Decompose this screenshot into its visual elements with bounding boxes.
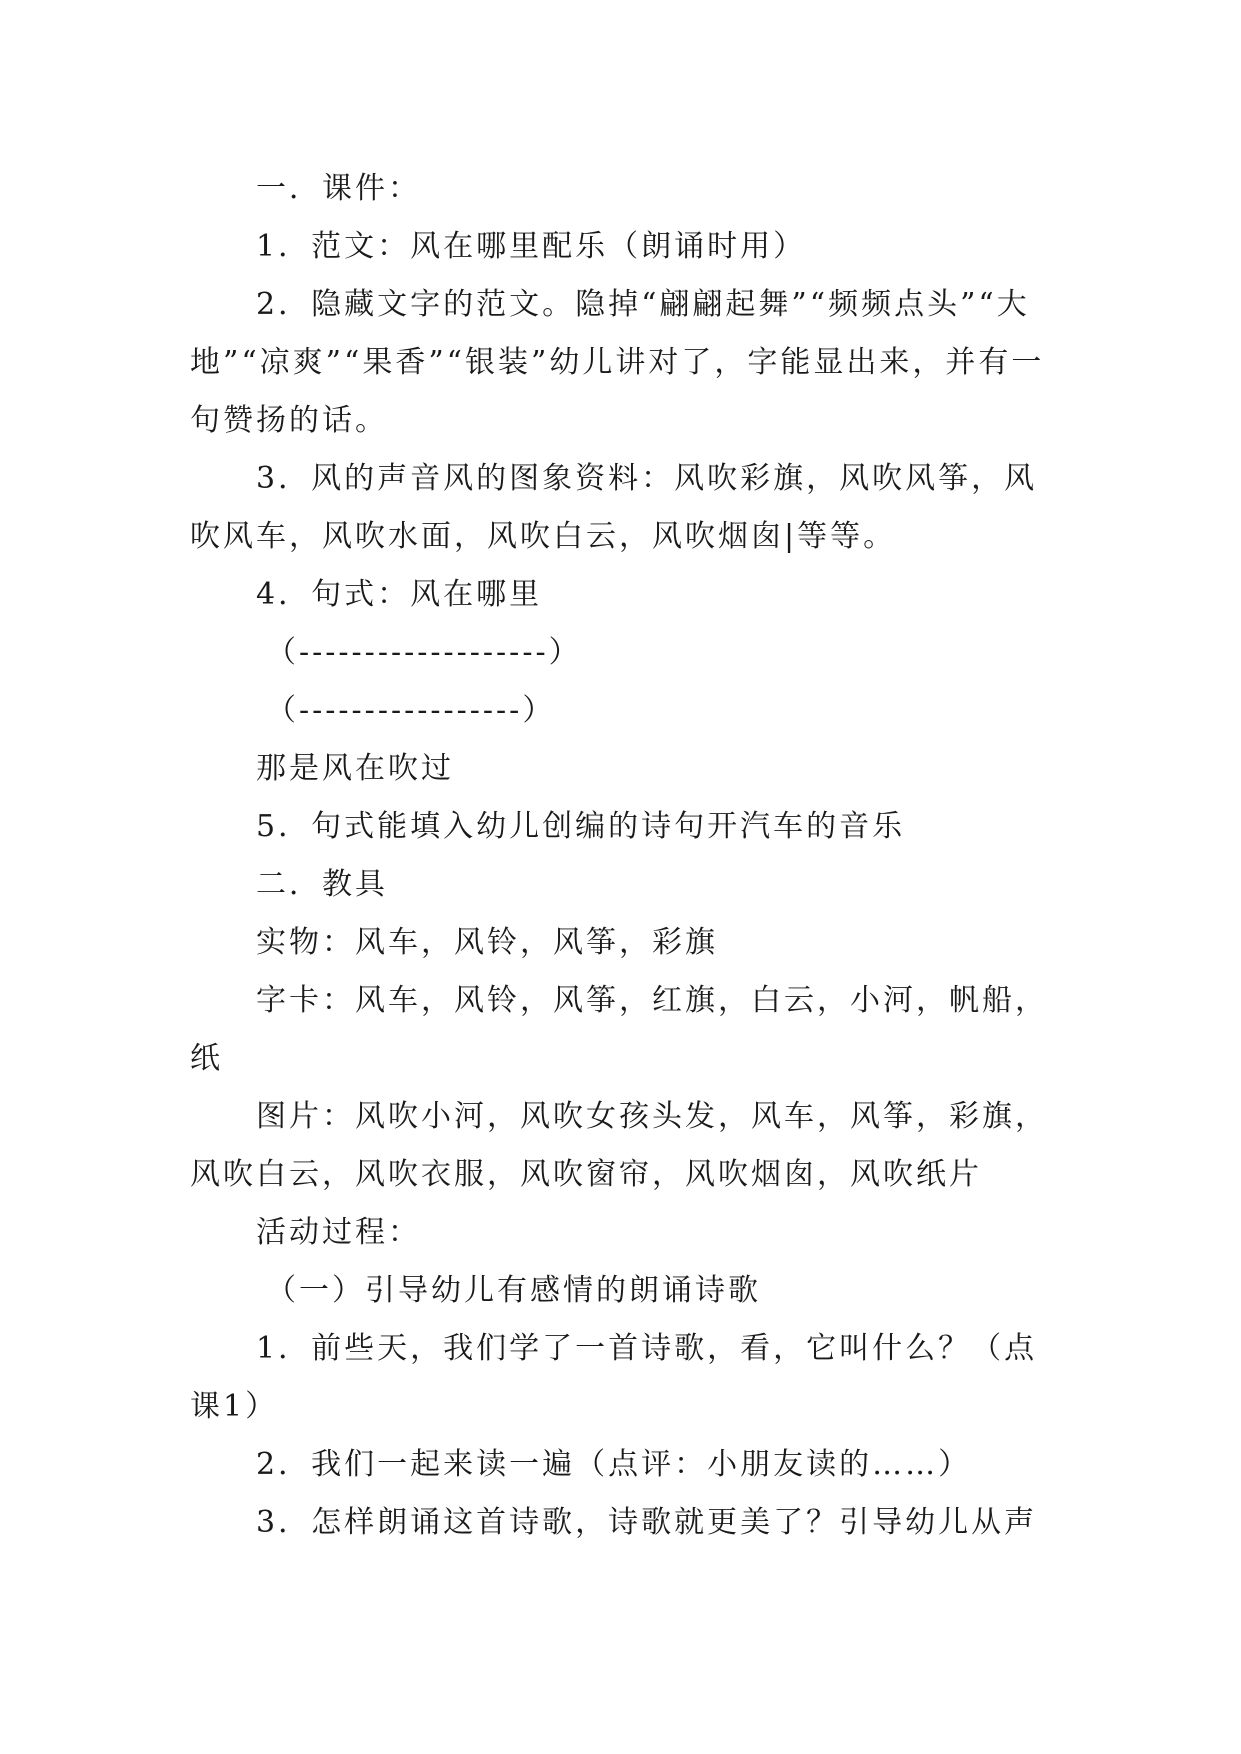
paragraph: 3．怎样朗诵这首诗歌，诗歌就更美了？引导幼儿从声: [256, 1505, 1038, 1540]
section-heading-courseware: 一．课件：: [256, 171, 421, 206]
subsection-heading: （一）引导幼儿有感情的朗诵诗歌: [266, 1273, 761, 1308]
paragraph: 4．句式：风在哪里: [256, 577, 543, 612]
paragraph: 2．我们一起来读一遍（点评：小朋友读的……）: [256, 1447, 972, 1482]
paragraph: 1．范文：风在哪里配乐（朗诵时用）: [256, 229, 807, 264]
paragraph: 那是风在吹过: [256, 751, 454, 786]
paragraph: 2．隐藏文字的范文。隐掉“翩翩起舞”“频频点头”“大地”“凉爽”“果香”“银装”幼儿讲对了，字能显出来，并有一句赞扬的话。: [190, 287, 1045, 438]
paragraph: 实物：风车，风铃，风筝，彩旗: [256, 925, 718, 960]
section-heading-activity-process: 活动过程：: [256, 1215, 421, 1250]
document-body: [190, 160, 1070, 1552]
blank-line: （-------------------）: [266, 635, 582, 670]
paragraph: 3．风的声音风的图象资料：风吹彩旗，风吹风筝，风吹风车，风吹水面，风吹白云，风吹烟囱|等等。: [190, 461, 1038, 554]
section-heading-teaching-aids: 二．教具: [256, 867, 388, 902]
paragraph: 图片：风吹小河，风吹女孩头发，风车，风筝，彩旗，风吹白云，风吹衣服，风吹窗帘，风吹烟囱，风吹纸片: [190, 1099, 1048, 1192]
paragraph: 字卡：风车，风铃，风筝，红旗，白云，小河，帆船，纸: [190, 983, 1048, 1076]
blank-line: （-----------------）: [266, 693, 556, 728]
paragraph: 5．句式能填入幼儿创编的诗句开汽车的音乐: [256, 809, 906, 844]
paragraph: 1．前些天，我们学了一首诗歌，看，它叫什么？（点课1）: [190, 1331, 1038, 1424]
